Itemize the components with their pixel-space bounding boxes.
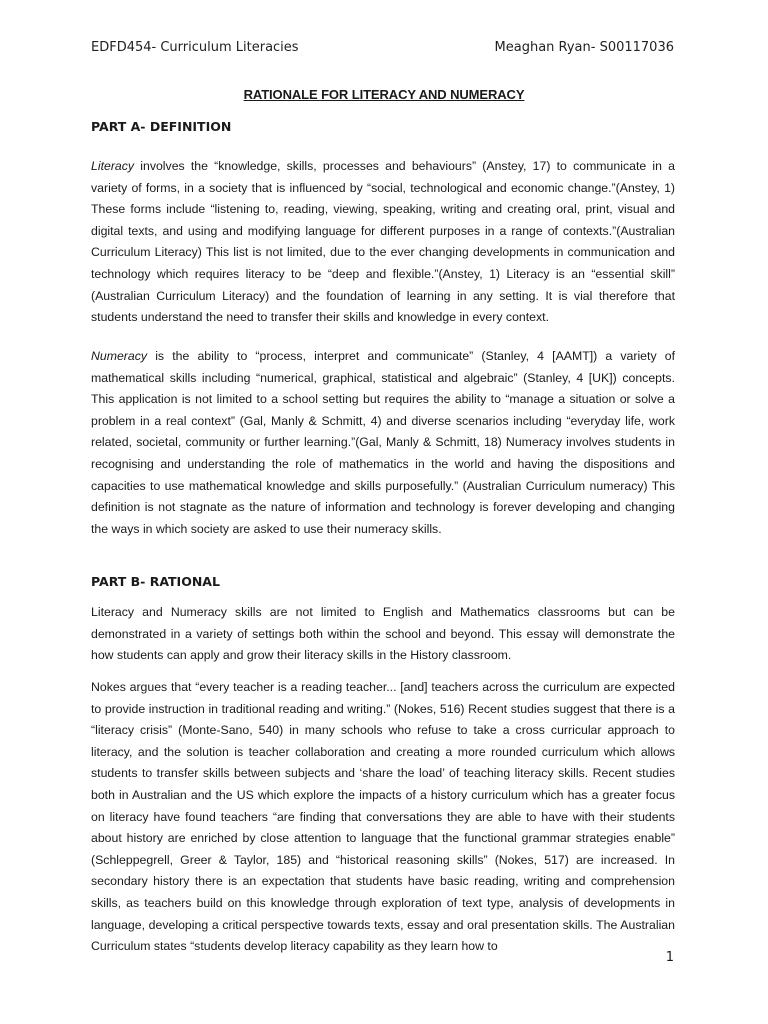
page-header: [91, 40, 674, 55]
part-a-heading: PART A- DEFINITION: [91, 119, 232, 134]
numeracy-term: Numeracy: [91, 349, 148, 363]
part-b-heading: PART B- RATIONAL: [91, 574, 220, 589]
literacy-text: involves the “knowledge, skills, processes and behaviours” (Anstey, 17) to communicate in a variety of forms, in a society that is influenced by “social, technological and economic change.”(Anstey, 1) These forms include “listening to, reading, viewing, speaking, writing and creating oral, print, visual and digital texts, and using and modifying language for different purposes in a range of contexts.”(Australian Curriculum Literacy) This list is not limited, due to the ever changing developments in communication and technology which requires literacy to be “deep and flexible.”(Anstey, 1) Literacy is an “essential skill” (Australian Curriculum Literacy) and the foundation of learning in any setting. It is vial therefore that students understand the need to transfer their skills and knowledge in every context.: [91, 159, 675, 325]
author-id: Meaghan Ryan- S00117036: [494, 40, 674, 55]
part-b-body-paragraph: Nokes argues that “every teacher is a reading teacher... [and] teachers across the curriculum are expected to provide instruction in traditional reading and writing.” (Nokes, 516) Recent studies suggest that there is a “literacy crisis” (Monte-Sano, 540) in many schools who refuse to take a cross curricular approach to literacy, and the solution is teacher collaboration and creating a more rounded curriculum which allows students to transfer skills between subjects and ‘share the load’ of teaching literacy skills. Recent studies both in Australian and the US which explore the impacts of a history curriculum which has a greater focus on literacy have found teachers “are finding that conversations they are able to have with their students about history are enriched by close attention to language that the functional grammar strategies enable” (Schleppegrell, Greer & Taylor, 185) and “historical reasoning skills” (Nokes, 517) are increased. In secondary history there is an expectation that students have basic reading, writing and comprehension skills, as teachers build on this knowledge through exploration of text type, analysis of developments in language, developing a critical perspective towards texts, essay and oral presentation skills. The Australian Curriculum states “students develop literacy capability as they learn how to: [91, 680, 675, 954]
page-number: 1: [665, 950, 674, 965]
literacy-term: Literacy: [91, 159, 135, 173]
literacy-definition-paragraph: [91, 156, 675, 329]
course-code: EDFD454- Curriculum Literacies: [91, 40, 299, 55]
document-title: RATIONALE FOR LITERACY AND NUMERACY: [243, 87, 525, 102]
part-b-intro-paragraph: Literacy and Numeracy skills are not limited to English and Mathematics classrooms but can be demonstrated in a variety of settings both within the school and beyond. This essay will demonstrate the how students can apply and grow their literacy skills in the History classroom.: [91, 605, 675, 663]
numeracy-text: is the ability to “process, interpret and communicate” (Stanley, 4 [AAMT]) a variety of mathematical skills including “numerical, graphical, statistical and algebraic” (Stanley, 4 [UK]) concepts. This application is not limited to a school setting but requires the ability to “manage a situation or solve a problem in a real context” (Gal, Manly & Schmitt, 4) and diverse scenarios including “everyday life, work related, societal, community or further learning.”(Gal, Manly & Schmitt, 18) Numeracy involves students in recognising and understanding the role of mathematics in the world and having the dispositions and capacities to use mathematical knowledge and skills purposefully.” (Australian Curriculum numeracy) This definition is not stagnate as the nature of information and technology is forever developing and changing the ways in which society are asked to use their numeracy skills.: [91, 349, 675, 536]
numeracy-definition-paragraph: [91, 346, 675, 540]
